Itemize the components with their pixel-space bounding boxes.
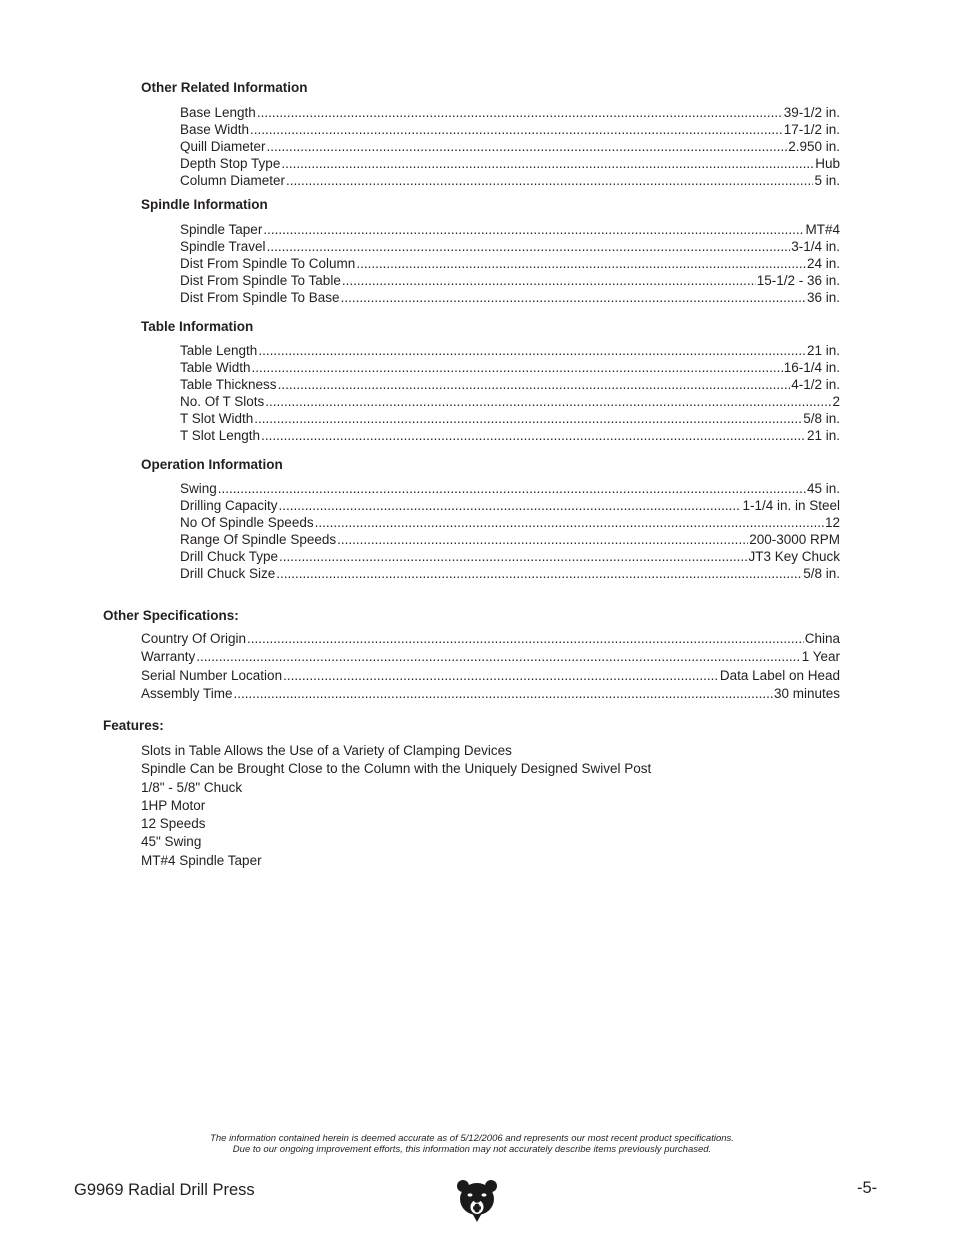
dot-leader xyxy=(267,239,791,254)
spec-value: 30 minutes xyxy=(773,685,840,701)
spec-label: Spindle Travel xyxy=(180,239,266,254)
dot-leader xyxy=(279,549,747,564)
spec-value: 36 in. xyxy=(806,290,840,305)
spec-row xyxy=(180,481,840,498)
spec-value: 5 in. xyxy=(814,173,840,188)
spec-list-operation xyxy=(180,481,840,583)
spec-label: No Of Spindle Speeds xyxy=(180,515,314,530)
section-title-features: Features: xyxy=(103,718,164,733)
spec-value: 45 in. xyxy=(806,481,840,496)
spec-label: Base Width xyxy=(180,122,250,137)
spec-label: Table Thickness xyxy=(180,377,277,392)
spec-value: Data Label on Head xyxy=(719,667,840,683)
spec-value: 1-1/4 in. in Steel xyxy=(742,498,840,513)
section-title-other-specifications: Other Specifications: xyxy=(103,608,239,623)
spec-label: Quill Diameter xyxy=(180,139,266,154)
disclaimer-line-2: Due to our ongoing improvement efforts, this information may not accurately describe items previously purchased. xyxy=(232,1144,712,1155)
spec-row xyxy=(180,273,840,290)
spec-row xyxy=(180,290,840,307)
spec-label: Range Of Spindle Speeds xyxy=(180,532,337,547)
spec-label: Serial Number Location xyxy=(141,667,283,683)
feature-item: Spindle Can be Brought Close to the Column with the Uniquely Designed Swivel Post xyxy=(141,761,652,777)
spec-list-table xyxy=(180,343,840,445)
section-title-operation: Operation Information xyxy=(141,457,283,472)
spec-value: 21 in. xyxy=(806,343,840,358)
dot-leader xyxy=(263,222,804,237)
spec-value: 1 Year xyxy=(801,649,840,665)
spec-row xyxy=(141,686,840,704)
spec-label: Drill Chuck Size xyxy=(180,566,276,581)
spec-label: Swing xyxy=(180,481,217,496)
spec-value: 2 xyxy=(832,394,840,409)
dot-leader xyxy=(286,173,813,188)
spec-row xyxy=(141,668,840,686)
spec-label: Column Diameter xyxy=(180,173,286,188)
section-title-spindle: Spindle Information xyxy=(141,197,268,212)
dot-leader xyxy=(258,343,806,358)
section-title-other-related: Other Related Information xyxy=(141,80,308,95)
disclaimer-line-1: The information contained herein is deemed accurate as of 5/12/2006 and represents our most recent product specifications. xyxy=(210,1133,734,1144)
feature-item: 45" Swing xyxy=(141,834,202,850)
disclaimer xyxy=(0,1133,944,1155)
dot-leader xyxy=(279,498,742,513)
spec-label: Dist From Spindle To Base xyxy=(180,290,340,305)
spec-row xyxy=(141,649,840,667)
spec-row xyxy=(180,498,840,515)
dot-leader xyxy=(337,532,748,547)
spec-label: T Slot Width xyxy=(180,411,254,426)
dot-leader xyxy=(250,122,783,137)
spec-row xyxy=(180,105,840,122)
spec-value: 2.950 in. xyxy=(788,139,840,154)
feature-item: 1HP Motor xyxy=(141,797,206,813)
dot-leader xyxy=(247,631,804,646)
dot-leader xyxy=(265,394,831,409)
dot-leader xyxy=(267,139,788,154)
spec-value: 16-1/4 in. xyxy=(783,360,840,375)
dot-leader xyxy=(257,105,783,120)
spec-value: 15-1/2 - 36 in. xyxy=(756,273,840,288)
spec-row xyxy=(180,566,840,583)
spec-value: 17-1/2 in. xyxy=(783,122,840,137)
bear-head-logo-icon xyxy=(456,1178,498,1222)
feature-item: MT#4 Spindle Taper xyxy=(141,852,262,868)
dot-leader xyxy=(254,411,802,426)
spec-row xyxy=(180,222,840,239)
spec-label: Dist From Spindle To Table xyxy=(180,273,341,288)
spec-label: Depth Stop Type xyxy=(180,156,281,171)
spec-row xyxy=(180,394,840,411)
spec-value: 5/8 in. xyxy=(803,411,840,426)
spec-label: Drill Chuck Type xyxy=(180,549,279,564)
footer-model-name: G9969 Radial Drill Press xyxy=(74,1181,255,1199)
spec-row xyxy=(180,360,840,377)
feature-item: Slots in Table Allows the Use of a Variety of Clamping Devices xyxy=(141,743,512,758)
spec-label: Drilling Capacity xyxy=(180,498,278,513)
dot-leader xyxy=(196,649,800,664)
dot-leader xyxy=(315,515,824,530)
spec-value: 24 in. xyxy=(806,256,840,271)
spec-value: 21 in. xyxy=(806,428,840,443)
dot-leader xyxy=(356,256,806,271)
spec-label: Table Length xyxy=(180,343,258,358)
spec-label: Warranty xyxy=(141,649,196,665)
spec-label: Country Of Origin xyxy=(141,631,247,646)
section-title-table: Table Information xyxy=(141,319,254,334)
spec-list-spindle xyxy=(180,222,840,307)
spec-label: Dist From Spindle To Column xyxy=(180,256,356,271)
spec-label: Table Width xyxy=(180,360,251,375)
spec-value: 3-1/4 in. xyxy=(791,239,840,254)
dot-leader xyxy=(276,566,802,581)
spec-label: T Slot Length xyxy=(180,428,261,443)
spec-row xyxy=(180,532,840,549)
dot-leader xyxy=(278,377,791,392)
spec-row xyxy=(180,343,840,360)
dot-leader xyxy=(342,273,756,288)
spec-row xyxy=(180,256,840,273)
spec-value: MT#4 xyxy=(805,222,840,237)
spec-label: Assembly Time xyxy=(141,685,233,701)
spec-row xyxy=(180,239,840,256)
dot-leader xyxy=(252,360,783,375)
spec-value: 5/8 in. xyxy=(803,566,840,581)
feature-item: 1/8" - 5/8" Chuck xyxy=(141,779,243,795)
dot-leader xyxy=(281,156,814,171)
spec-label: Base Length xyxy=(180,105,256,120)
features-list xyxy=(141,742,651,870)
dot-leader xyxy=(234,686,773,701)
spec-row xyxy=(180,428,840,445)
spec-value: Hub xyxy=(815,156,840,171)
spec-list-other-specifications xyxy=(141,631,840,704)
dot-leader xyxy=(283,668,719,683)
spec-value: JT3 Key Chuck xyxy=(748,549,840,564)
spec-row xyxy=(180,515,840,532)
dot-leader xyxy=(218,481,806,496)
spec-row xyxy=(180,139,840,156)
spec-label: Spindle Taper xyxy=(180,222,263,237)
dot-leader xyxy=(341,290,806,305)
page-number: -5- xyxy=(857,1179,878,1197)
spec-row xyxy=(180,377,840,394)
spec-value: China xyxy=(804,631,840,646)
spec-row xyxy=(141,631,840,649)
dot-leader xyxy=(261,428,806,443)
spec-row xyxy=(180,411,840,428)
spec-row xyxy=(180,156,840,173)
spec-value: 200-3000 RPM xyxy=(749,532,840,547)
spec-row xyxy=(180,549,840,566)
spec-value: 39-1/2 in. xyxy=(783,105,840,120)
spec-value: 4-1/2 in. xyxy=(791,377,840,392)
spec-list-other-related xyxy=(180,105,840,190)
spec-label: No. Of T Slots xyxy=(180,394,265,409)
spec-row xyxy=(180,122,840,139)
spec-row xyxy=(180,173,840,190)
spec-value: 12 xyxy=(824,515,840,530)
feature-item: 12 Speeds xyxy=(141,816,206,832)
